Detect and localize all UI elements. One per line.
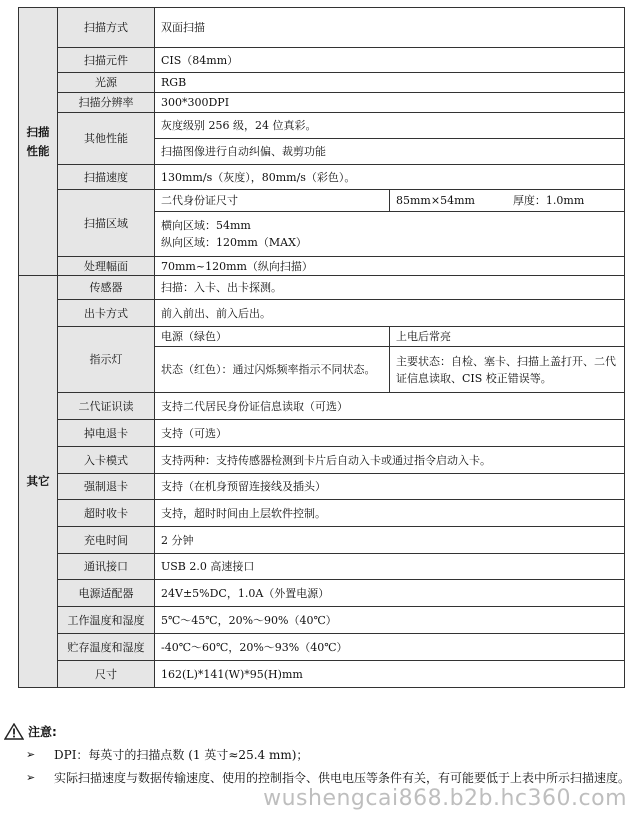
row-value: 支持二代居民身份证信息读取（可选） [155, 393, 625, 420]
area-portrait: 纵向区域：120mm（MAX） [161, 236, 307, 249]
row-label: 扫描分辨率 [58, 93, 155, 113]
note-text: DPI：每英寸的扫描点数 (1 英寸≈25.4 mm)； [54, 748, 309, 762]
area-id-dimensions: 85mm×54mm [396, 194, 475, 207]
row-label: 电源适配器 [58, 580, 155, 607]
scan-category-label [19, 123, 57, 161]
row-label: 入卡模式 [58, 447, 155, 474]
area-landscape: 横向区域：54mm [161, 219, 251, 232]
row-value: 162(L)*141(W)*95(H)mm [155, 661, 625, 688]
row-label: 掉电退卡 [58, 420, 155, 447]
row-label: 尺寸 [58, 661, 155, 688]
note-item [4, 745, 632, 765]
row-label: 通讯接口 [58, 554, 155, 580]
indicator-power-value: 上电后常亮 [390, 327, 625, 347]
area-ranges [155, 212, 625, 257]
row-value: 扫描图像进行自动纠偏、裁剪功能 [155, 139, 625, 165]
watermark: wushengcai868.b2b.hc360.com [263, 786, 627, 811]
other-category: 其它 [19, 276, 58, 688]
row-label: 其他性能 [58, 113, 155, 165]
row-label: 二代证识读 [58, 393, 155, 420]
area-thickness: 厚度：1.0mm [512, 194, 585, 207]
notes-section [4, 720, 632, 788]
row-label: 传感器 [58, 276, 155, 300]
indicator-power-label: 电源（绿色） [155, 327, 390, 347]
row-value: 130mm/s（灰度），80mm/s（彩色）。 [155, 165, 625, 190]
row-value: CIS（84mm） [155, 48, 625, 73]
row-label: 充电时间 [58, 527, 155, 554]
bullet-icon: ➢ [26, 771, 36, 784]
row-value: 2 分钟 [155, 527, 625, 554]
row-label: 出卡方式 [58, 300, 155, 327]
row-label: 超时收卡 [58, 500, 155, 527]
indicator-status-value: 主要状态：自检、塞卡、扫描上盖打开、二代证信息读取、CIS 校正错误等。 [390, 347, 625, 393]
row-label: 扫描元件 [58, 48, 155, 73]
notes-title-text: 注意: [28, 724, 57, 739]
row-value: 300*300DPI [155, 93, 625, 113]
row-value: 双面扫描 [155, 8, 625, 48]
notes-title [4, 720, 632, 742]
row-value: -40℃～60℃，20%～93%（40℃） [155, 634, 625, 661]
row-label: 扫描区域 [58, 190, 155, 257]
spec-table [18, 7, 625, 688]
row-value: 扫描：入卡、出卡探测。 [155, 276, 625, 300]
row-value: 支持两种：支持传感器检测到卡片后自动入卡或通过指令启动入卡。 [155, 447, 625, 474]
area-id-size [390, 190, 625, 212]
row-label: 光源 [58, 73, 155, 93]
row-value: 24V±5%DC，1.0A（外置电源） [155, 580, 625, 607]
row-label: 强制退卡 [58, 474, 155, 500]
scan-category [19, 8, 58, 276]
row-value: 70mm~120mm（纵向扫描） [155, 257, 625, 276]
note-text: 实际扫描速度与数据传输速度、使用的控制指令、供电电压等条件有关，有可能要低于上表中所示扫描速度。 [54, 771, 631, 785]
row-value: 支持（在机身预留连接线及插头） [155, 474, 625, 500]
bullet-icon: ➢ [26, 748, 36, 761]
row-label: 指示灯 [58, 327, 155, 393]
row-value: 5℃～45℃，20%～90%（40℃） [155, 607, 625, 634]
area-id-label: 二代身份证尺寸 [155, 190, 390, 212]
row-label: 工作温度和湿度 [58, 607, 155, 634]
scan-category-line: 性能 [26, 143, 50, 158]
row-value: 灰度级别 256 级，24 位真彩。 [155, 113, 625, 139]
row-label: 处理幅面 [58, 257, 155, 276]
row-value: RGB [155, 73, 625, 93]
row-label: 贮存温度和湿度 [58, 634, 155, 661]
row-value: USB 2.0 高速接口 [155, 554, 625, 580]
row-value: 支持（可选） [155, 420, 625, 447]
row-label: 扫描方式 [58, 8, 155, 48]
row-label: 扫描速度 [58, 165, 155, 190]
note-item [4, 768, 632, 788]
row-value: 前入前出、前入后出。 [155, 300, 625, 327]
indicator-status-label: 状态（红色）：通过闪烁频率指示不同状态。 [155, 347, 390, 393]
scan-category-line: 扫描 [26, 124, 50, 139]
row-value: 支持，超时时间由上层软件控制。 [155, 500, 625, 527]
warning-icon [4, 723, 24, 740]
